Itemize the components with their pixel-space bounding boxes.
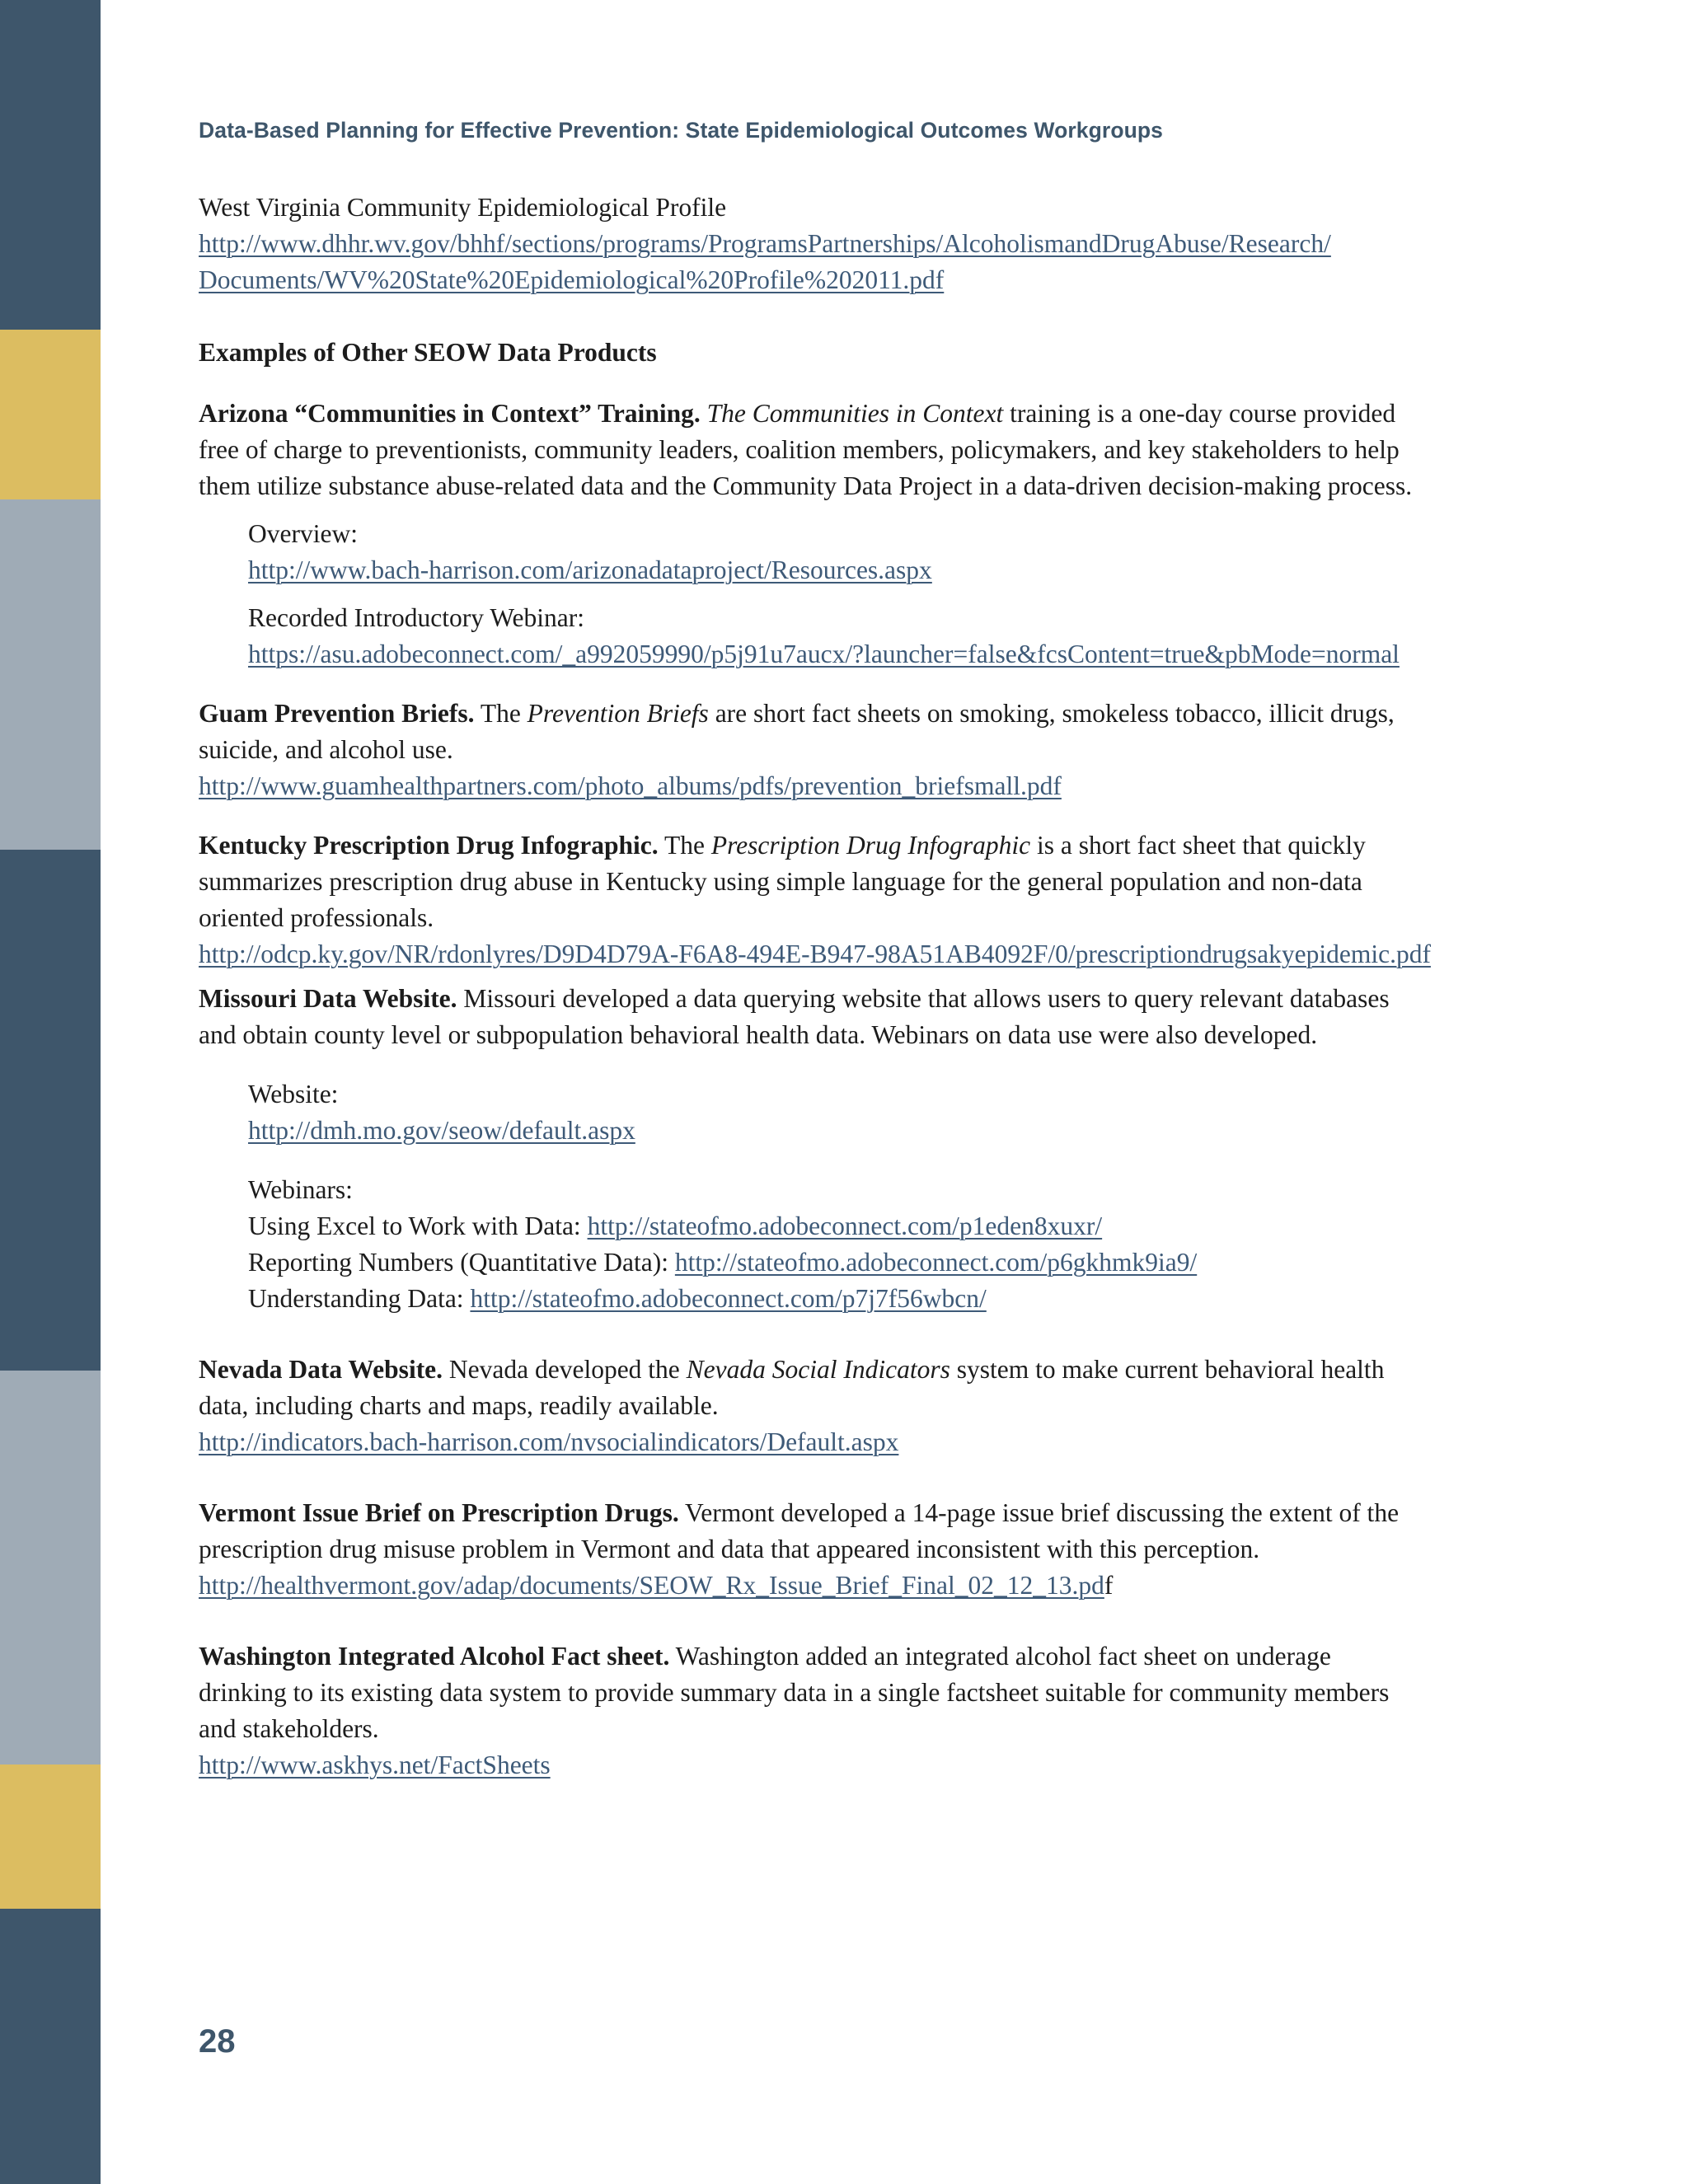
vermont-link-trailing: f bbox=[1104, 1571, 1114, 1600]
left-color-bar bbox=[0, 0, 101, 2184]
sidebar-segment-gray bbox=[0, 499, 101, 850]
kentucky-link[interactable]: http://odcp.ky.gov/NR/rdonlyres/D9D4D79A-F6A8-494E-B947-98A51AB4092F/0/prescriptiondrugsakyepidemic.pdf bbox=[199, 940, 1431, 968]
overview-link[interactable]: http://www.bach-harrison.com/arizonadataproject/Resources.aspx bbox=[248, 555, 932, 584]
kentucky-paragraph: Kentucky Prescription Drug Infographic. The Prescription Drug Infographic is a short fact sheet that quickly summarizes prescription drug abuse in Kentucky using simple language for the general population and non-data oriented professionals. bbox=[199, 831, 1366, 932]
webinars-label: Webinars: bbox=[248, 1175, 353, 1204]
wv-title: West Virginia Community Epidemiological Profile bbox=[199, 193, 727, 222]
webinar-reporting-link[interactable]: http://stateofmo.adobeconnect.com/p6gkhmk9ia9/ bbox=[674, 1248, 1198, 1277]
sidebar-segment-gray bbox=[0, 1371, 101, 1765]
page-content bbox=[199, 190, 1517, 1783]
sidebar-segment-dark bbox=[0, 850, 101, 1371]
vermont-link[interactable]: http://healthvermont.gov/adap/documents/SEOW_Rx_Issue_Brief_Final_02_12_13.pd bbox=[199, 1571, 1104, 1600]
washington-link[interactable]: http://www.askhys.net/FactSheets bbox=[199, 1750, 551, 1779]
guam-link[interactable]: http://www.guamhealthpartners.com/photo_albums/pdfs/prevention_briefsmall.pdf bbox=[199, 771, 1062, 800]
sidebar-segment-gold bbox=[0, 330, 101, 499]
webinar-item: Using Excel to Work with Data: http://stateofmo.adobeconnect.com/p1eden8xuxr/ bbox=[248, 1212, 1103, 1240]
nevada-link[interactable]: http://indicators.bach-harrison.com/nvsocialindicators/Default.aspx bbox=[199, 1427, 899, 1456]
sidebar-segment-gold bbox=[0, 1765, 101, 1909]
guam-paragraph: Guam Prevention Briefs. The Prevention Briefs are short fact sheets on smoking, smokeless tobacco, illicit drugs, suicide, and alcohol use. bbox=[199, 699, 1395, 764]
running-head: Data-Based Planning for Effective Prevention: State Epidemiological Outcomes Workgroups bbox=[199, 118, 1164, 143]
webinar-understanding-link[interactable]: http://stateofmo.adobeconnect.com/p7j7f56wbcn/ bbox=[470, 1284, 987, 1313]
webinar-link[interactable]: https://asu.adobeconnect.com/_a992059990/p5j91u7aucx/?launcher=false&fcsContent=true&pbMode=normal bbox=[248, 640, 1400, 668]
webinar-item: Understanding Data: http://stateofmo.adobeconnect.com/p7j7f56wbcn/ bbox=[248, 1284, 987, 1313]
missouri-paragraph: Missouri Data Website. Missouri developed a data querying website that allows users to query relevant databases and obtain county level or subpopulation behavioral health data. Webinars on data use were also developed. bbox=[199, 984, 1390, 1049]
nevada-paragraph: Nevada Data Website. Nevada developed the Nevada Social Indicators system to make current behavioral health data, including charts and maps, readily available. bbox=[199, 1355, 1385, 1420]
section-heading: Examples of Other SEOW Data Products bbox=[199, 338, 657, 367]
washington-paragraph: Washington Integrated Alcohol Fact sheet. Washington added an integrated alcohol fact sheet on underage drinking to its existing data system to provide summary data in a single factsheet suitable for community members and stakeholders. bbox=[199, 1642, 1390, 1743]
webinar-excel-link[interactable]: http://stateofmo.adobeconnect.com/p1eden8xuxr/ bbox=[587, 1212, 1103, 1240]
wv-link[interactable]: http://www.dhhr.wv.gov/bhhf/sections/programs/ProgramsPartnerships/AlcoholismandDrugAbuse/Research/ Documents/WV%20State%20Epidemiological%20Profile%202011.pdf bbox=[199, 229, 1331, 294]
sidebar-segment-dark bbox=[0, 0, 101, 330]
missouri-links bbox=[199, 1076, 1517, 1317]
missouri-website-link[interactable]: http://dmh.mo.gov/seow/default.aspx bbox=[248, 1116, 635, 1145]
website-label: Website: bbox=[248, 1080, 339, 1108]
arizona-paragraph: Arizona “Communities in Context” Training. The Communities in Context training is a one-day course provided free of charge to preventionists, community leaders, coalition members, policymakers, and key stakeholders to help them utilize substance abuse-related data and the Community Data Project in a data-driven decision-making process. bbox=[199, 399, 1413, 500]
vermont-paragraph: Vermont Issue Brief on Prescription Drugs. Vermont developed a 14-page issue brief discussing the extent of the prescription drug misuse problem in Vermont and data that appeared inconsistent with this perception. bbox=[199, 1498, 1400, 1563]
arizona-links bbox=[199, 516, 1517, 673]
sidebar-segment-dark bbox=[0, 1909, 101, 2184]
webinar-item: Reporting Numbers (Quantitative Data): http://stateofmo.adobeconnect.com/p6gkhmk9ia9/ bbox=[248, 1248, 1198, 1277]
webinar-label: Recorded Introductory Webinar: bbox=[248, 603, 584, 632]
overview-label: Overview: bbox=[248, 519, 358, 548]
page-number: 28 bbox=[199, 2023, 236, 2060]
